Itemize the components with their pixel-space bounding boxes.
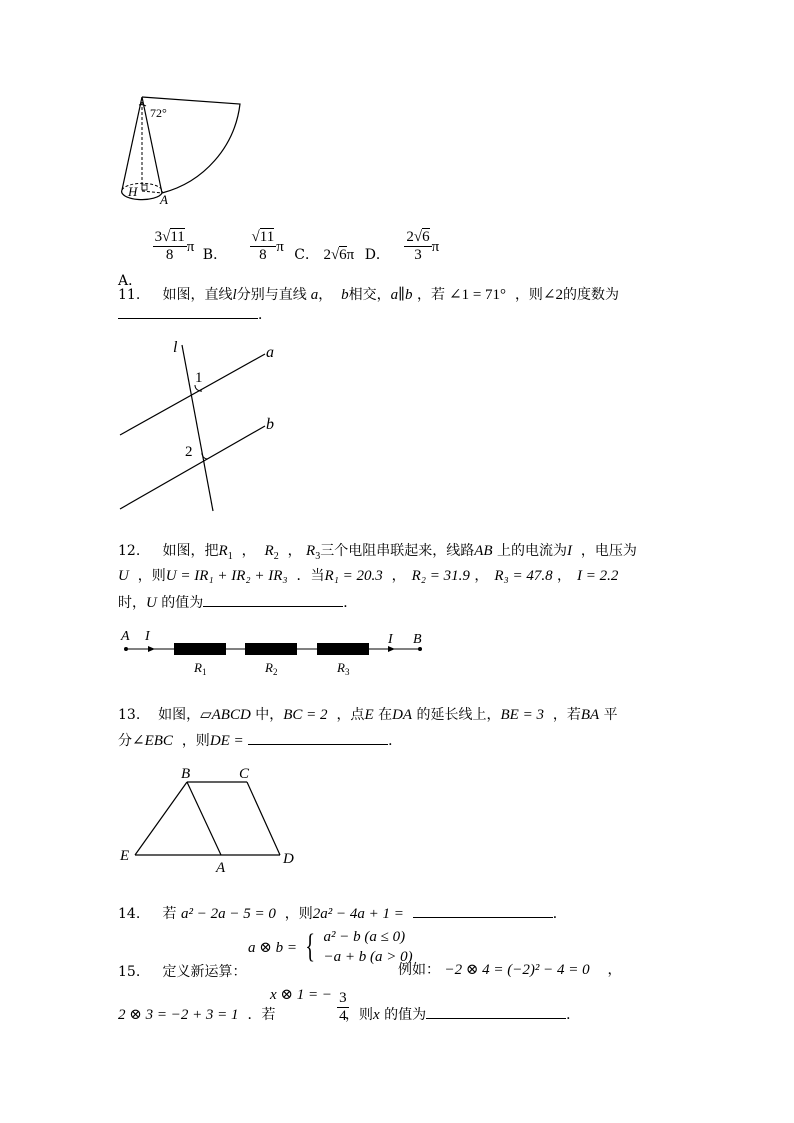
q15-stem-1: 15. 定义新运算： bbox=[118, 964, 247, 980]
cone-left-edge bbox=[122, 97, 142, 190]
q13-stem-1: 13. 如图，▱ABCD 中，BC = 2 ，点E 在DA 的延长线上，BE = 3 ，若BA 平 bbox=[118, 707, 618, 723]
label-l: l bbox=[173, 339, 178, 356]
q15-example: 例如： −2 ⊗ 4 = (−2)² − 4 = 0 ， bbox=[398, 962, 622, 978]
node-a bbox=[124, 647, 128, 651]
label-b: b bbox=[266, 416, 274, 433]
q15-condition: x ⊗ 1 = − $\frac{3}{4}$ bbox=[270, 987, 347, 1024]
segment-cd bbox=[247, 782, 280, 855]
label-d: D bbox=[283, 851, 294, 867]
parallel-lines-figure bbox=[115, 335, 305, 515]
q12-stem-3: 时，U 的值为 ． bbox=[118, 592, 357, 612]
label-r2: $R_2$ bbox=[265, 660, 278, 677]
option-d: D． $\frac{2√6}{3}$ π bbox=[364, 229, 440, 263]
q15-stem-2: 2 ⊗ 3 = −2 + 3 = 1 ．若 bbox=[118, 1007, 276, 1023]
q12-stem-2: U ，则U = IR₁ + IR₂ + IR₃ ．当R₁ = 20.3 ， R₂ = 31.9 ， R₃ = 47.8 ， I = 2.2 bbox=[118, 568, 619, 584]
label-b: B bbox=[181, 766, 191, 782]
q12-blank[interactable] bbox=[203, 592, 343, 607]
label-a: a bbox=[266, 344, 274, 361]
label-a: A bbox=[216, 860, 226, 876]
q15-definition: a ⊗ b = { a² − b (a ≤ 0) −a + b (a > 0) bbox=[248, 928, 413, 965]
parallelogram-figure bbox=[115, 762, 315, 877]
angle-label: 72° bbox=[150, 106, 167, 120]
resistor-1 bbox=[174, 643, 226, 655]
label-2: 2 bbox=[185, 444, 193, 460]
resistor-2 bbox=[245, 643, 297, 655]
a-label: A bbox=[160, 192, 168, 207]
label-r3: $R_3$ bbox=[337, 660, 350, 677]
label-i-left: I bbox=[145, 629, 150, 644]
resistor-3 bbox=[317, 643, 369, 655]
label-e: E bbox=[120, 848, 130, 864]
label-c: C bbox=[239, 766, 250, 782]
circuit-figure bbox=[115, 625, 435, 685]
segment-be bbox=[135, 782, 187, 855]
option-a: A． $\frac{3√11}{8}$ π bbox=[118, 229, 195, 289]
label-i-right: I bbox=[388, 632, 393, 647]
node-b bbox=[418, 647, 422, 651]
cone-radius bbox=[142, 191, 162, 193]
q11-answer-line: ． bbox=[118, 304, 272, 324]
arrow-left bbox=[148, 646, 155, 652]
line-a bbox=[120, 354, 265, 435]
q14-stem: 14. 若 a² − 2a − 5 = 0 ，则2a² − 4a + 1 = ． bbox=[118, 903, 567, 923]
cone-figure bbox=[110, 90, 250, 210]
q11-stem: 11. 如图，直线l分别与直线 a， b相交，a∥b ，若 ∠1 = 71° ，则∠2的度数为 bbox=[118, 287, 620, 303]
q12-stem-1: 12. 如图，把$R_1$ ， $R_2$ ， $R_3$三个电阻串联起来，线路AB 上的电流为I ，电压为 bbox=[118, 543, 637, 562]
q13-blank[interactable] bbox=[248, 730, 388, 745]
option-b: B． $\frac{√11}{8}$ π bbox=[202, 229, 284, 263]
brace: { bbox=[305, 928, 316, 965]
q14-blank[interactable] bbox=[413, 903, 553, 918]
label-r1: $R_1$ bbox=[194, 660, 207, 677]
q15-stem-3: ，则x 的值为 ． bbox=[345, 1004, 580, 1024]
label-b: B bbox=[413, 632, 422, 647]
right-angle-mark bbox=[142, 185, 147, 190]
label-a: A bbox=[121, 629, 130, 644]
segment-ba bbox=[187, 782, 221, 855]
h-label: H bbox=[128, 184, 138, 199]
q15-blank[interactable] bbox=[426, 1004, 566, 1019]
q13-stem-2: 分∠EBC ，则DE = ． bbox=[118, 730, 402, 750]
q11-blank[interactable] bbox=[118, 304, 258, 319]
q10-options bbox=[118, 229, 440, 289]
label-1: 1 bbox=[195, 370, 203, 386]
line-b bbox=[120, 426, 265, 509]
option-c: C． 2√6π bbox=[294, 246, 355, 263]
